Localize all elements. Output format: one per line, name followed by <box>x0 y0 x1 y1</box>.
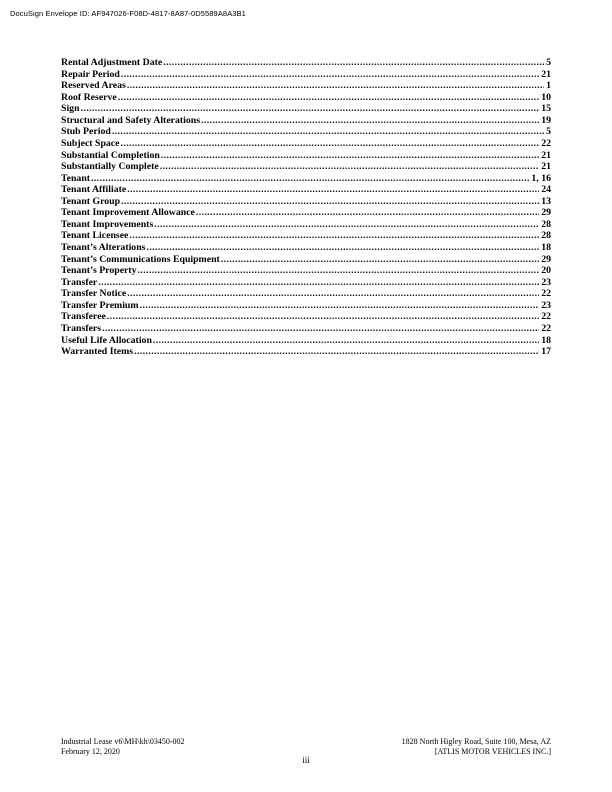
toc-dot-leader <box>201 115 539 127</box>
toc-dot-leader <box>196 207 539 219</box>
toc-dot-leader <box>121 196 539 208</box>
toc-term: Substantial Completion <box>61 149 160 161</box>
toc-page-number: 1, 16 <box>531 172 551 184</box>
toc-dot-leader <box>81 103 540 115</box>
toc-term: Sign <box>61 103 80 115</box>
toc-entry <box>61 173 551 185</box>
toc-term: Tenant’s Property <box>61 265 137 277</box>
toc-dot-leader <box>98 277 539 289</box>
toc-dot-leader <box>153 335 539 347</box>
footer-company-name: [ATLIS MOTOR VEHICLES INC.] <box>434 747 551 756</box>
toc-page-number: 20 <box>541 265 551 277</box>
toc-page-number: 22 <box>541 311 551 323</box>
toc-dot-leader <box>127 184 539 196</box>
toc-dot-leader <box>140 300 540 312</box>
toc-page-number: 1 <box>546 80 551 92</box>
toc-entry <box>61 242 551 254</box>
toc-page-number: 22 <box>541 137 551 149</box>
page-footer <box>61 737 551 757</box>
toc-term: Tenant Affiliate <box>61 184 127 196</box>
toc-term: Subject Space <box>61 137 120 149</box>
toc-term: Substantially Complete <box>61 161 159 173</box>
toc-term: Reserved Areas <box>61 80 126 92</box>
toc-dot-leader <box>127 80 544 92</box>
toc-term: Tenant Improvements <box>61 218 154 230</box>
toc-page-number: 13 <box>541 195 551 207</box>
toc-page-number: 10 <box>541 91 551 103</box>
toc-term: Transfer Notice <box>61 288 127 300</box>
toc-page-number: 19 <box>541 114 551 126</box>
toc-entry <box>61 150 551 162</box>
toc-entry <box>61 115 551 127</box>
toc-page-number: 28 <box>541 230 551 242</box>
toc-page-number: 22 <box>541 288 551 300</box>
toc-page-number: 5 <box>546 126 551 138</box>
toc-term: Tenant Group <box>61 195 121 207</box>
toc-entry <box>61 219 551 231</box>
toc-entry <box>61 138 551 150</box>
toc-term: Transfer <box>61 276 98 288</box>
toc-term: Useful Life Allocation <box>61 334 152 346</box>
toc-dot-leader <box>102 323 539 335</box>
toc-term: Tenant’s Communications Equipment <box>61 253 220 265</box>
toc-term: Stub Period <box>61 126 111 138</box>
toc-entry <box>61 265 551 277</box>
toc-dot-leader <box>154 219 539 231</box>
toc-page-number: 29 <box>541 207 551 219</box>
toc-page-number: 17 <box>541 346 551 358</box>
toc-term: Tenant’s Alterations <box>61 242 146 253</box>
footer-address: 1828 North Higley Road, Suite 100, Mesa, AZ <box>401 737 551 746</box>
toc-entry <box>61 126 551 138</box>
toc-entry <box>61 92 551 104</box>
toc-dot-leader <box>221 254 539 266</box>
toc-entry <box>61 230 551 242</box>
toc-term: Repair Period <box>61 68 120 80</box>
docusign-envelope-id: DocuSign Envelope ID: AF947026-F08D-4817-8A87-0D5589A8A3B1 <box>10 9 246 18</box>
toc-page-number: 23 <box>541 276 551 288</box>
footer-document-reference <box>61 737 185 757</box>
toc-term: Tenant Licensee <box>61 230 129 242</box>
toc-entry <box>61 161 551 173</box>
toc-term: Roof Reserve <box>61 91 117 103</box>
toc-entry <box>61 57 551 69</box>
toc-entry <box>61 300 551 312</box>
toc-page-number: 23 <box>541 299 551 311</box>
toc-dot-leader <box>161 150 539 162</box>
toc-term: Transferee <box>61 311 106 323</box>
toc-dot-leader <box>138 265 540 277</box>
toc-entry <box>61 335 551 347</box>
footer-lease-reference: Industrial Lease v6\MH\kh\03450-002 <box>61 737 185 746</box>
toc-dot-leader <box>127 288 539 300</box>
toc-page-number: 18 <box>541 242 551 253</box>
toc-dot-leader <box>129 230 539 242</box>
toc-dot-leader <box>134 346 539 358</box>
toc-dot-leader <box>160 161 539 173</box>
toc-term: Structural and Safety Alterations <box>61 114 201 126</box>
toc-term: Warranted Items <box>61 346 134 358</box>
toc-term: Transfer Premium <box>61 299 139 311</box>
toc-dot-leader <box>118 92 539 104</box>
toc-entry <box>61 207 551 219</box>
toc-entry <box>61 277 551 289</box>
toc-page-number: 21 <box>541 149 551 161</box>
toc-page-number: 28 <box>541 218 551 230</box>
toc-page-number: 15 <box>541 103 551 115</box>
table-of-contents <box>61 57 551 358</box>
footer-address-block <box>402 737 551 757</box>
toc-page-number: 22 <box>541 322 551 334</box>
toc-term: Tenant Improvement Allowance <box>61 207 195 219</box>
toc-dot-leader <box>121 69 539 81</box>
toc-entry <box>61 254 551 266</box>
toc-entry <box>61 323 551 335</box>
footer-date: February 12, 2020 <box>61 747 120 756</box>
toc-dot-leader <box>107 311 539 323</box>
toc-page-number: 24 <box>541 184 551 196</box>
toc-entry <box>61 69 551 81</box>
toc-page-number: 21 <box>541 161 551 173</box>
toc-dot-leader <box>91 173 529 185</box>
toc-term: Transfers <box>61 322 102 334</box>
toc-dot-leader <box>112 126 544 138</box>
toc-entry <box>61 103 551 115</box>
toc-entry <box>61 288 551 300</box>
toc-term: Rental Adjustment Date <box>61 57 163 68</box>
toc-entry <box>61 184 551 196</box>
toc-entry <box>61 80 551 92</box>
toc-entry <box>61 311 551 323</box>
toc-entry <box>61 346 551 358</box>
toc-page-number: 29 <box>541 253 551 265</box>
toc-dot-leader <box>121 138 540 150</box>
toc-term: Tenant <box>61 172 91 184</box>
toc-page-number: 18 <box>541 334 551 346</box>
toc-page-number: 21 <box>541 68 551 80</box>
toc-entry <box>61 196 551 208</box>
toc-page-number: 5 <box>546 57 551 68</box>
toc-dot-leader <box>146 242 539 254</box>
toc-dot-leader <box>163 57 544 69</box>
page-number: iii <box>302 755 310 765</box>
